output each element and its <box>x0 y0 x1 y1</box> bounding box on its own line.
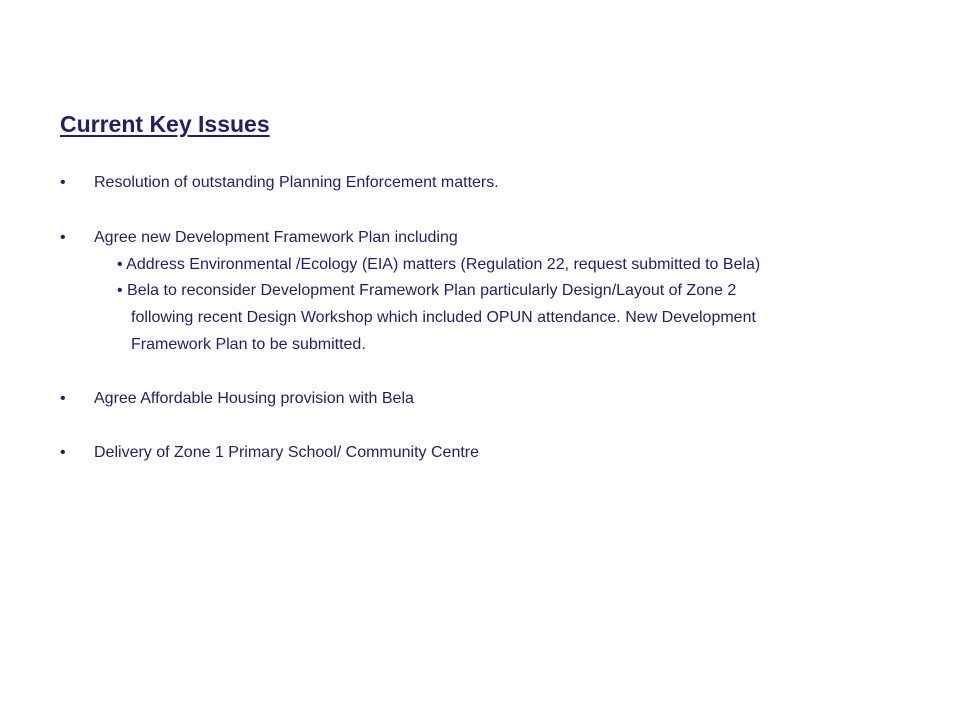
list-item: Agree new Development Framework Plan including <box>94 229 458 246</box>
bullet-marker: • <box>60 444 66 461</box>
page-title: Current Key Issues <box>60 111 270 137</box>
sub-list-item: • Address Environmental /Ecology (EIA) matters (Regulation 22, request submitted to Bela) <box>117 256 761 273</box>
bullet-marker: • <box>60 390 66 407</box>
sub-list-item: • Bela to reconsider Development Framework Plan particularly Design/Layout of Zone 2 <box>117 282 737 299</box>
bullet-marker: • <box>60 229 66 246</box>
list-item: Delivery of Zone 1 Primary School/ Community Centre <box>94 444 480 461</box>
list-item: Agree Affordable Housing provision with Bela <box>94 390 414 407</box>
sub-list-item-continuation: following recent Design Workshop which included OPUN attendance. New Development <box>131 309 756 326</box>
sub-list-item-continuation: Framework Plan to be submitted. <box>131 336 366 353</box>
list-item: Resolution of outstanding Planning Enforcement matters. <box>94 174 499 191</box>
bullet-marker: • <box>60 174 66 191</box>
